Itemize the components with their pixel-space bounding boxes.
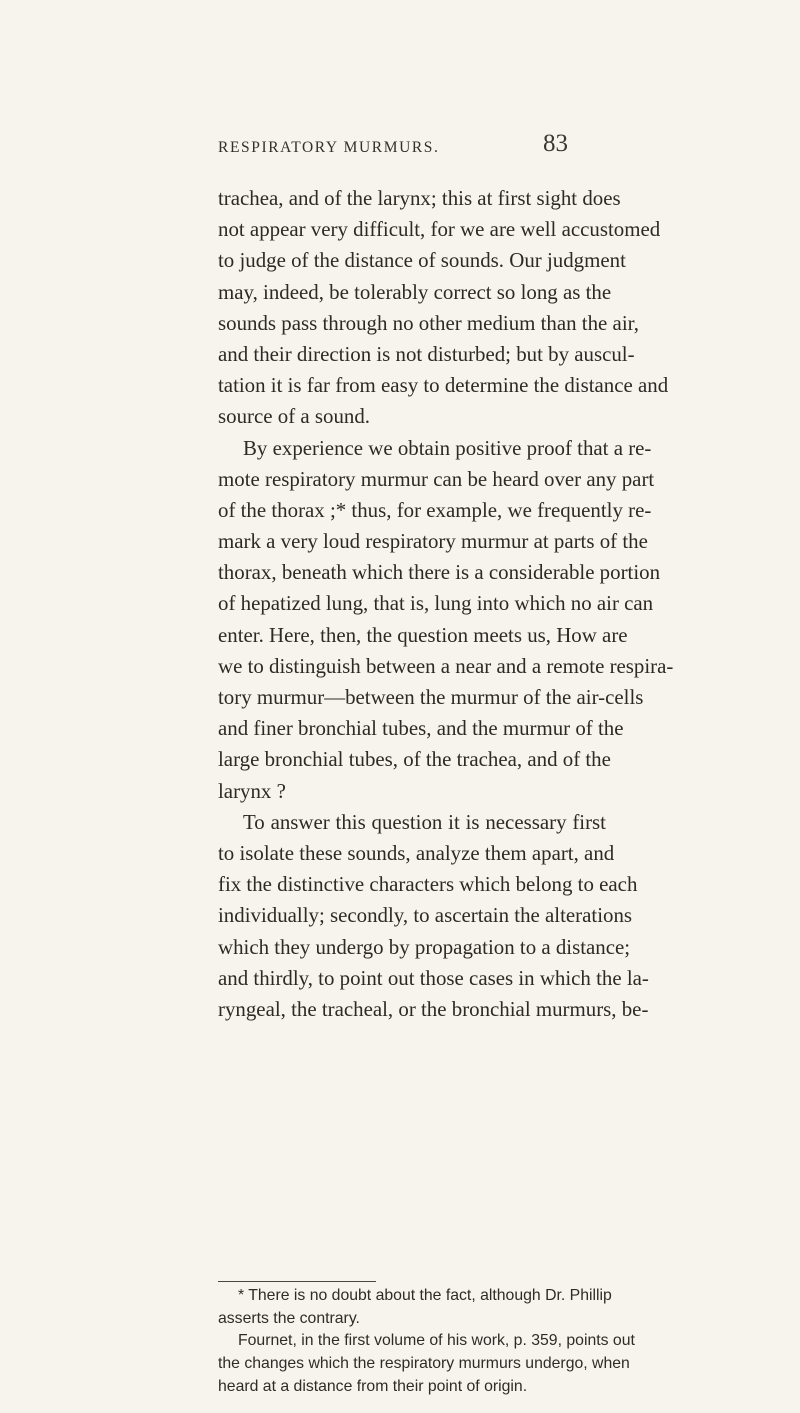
footnote-divider bbox=[218, 1281, 376, 1282]
footnote-2 bbox=[218, 1330, 635, 1398]
text-line: large bronchial tubes, of the trachea, and of the bbox=[218, 747, 611, 772]
text-line: trachea, and of the larynx; this at first sight does bbox=[218, 186, 621, 210]
text-line: By experience we obtain positive proof that a re- bbox=[243, 435, 652, 460]
text-line: ryngeal, the tracheal, or the bronchial murmurs, be- bbox=[218, 996, 649, 1021]
text-line: sounds pass through no other medium than the air, bbox=[218, 310, 639, 335]
footnote-line: asserts the contrary. bbox=[218, 1309, 360, 1327]
footnote-line: heard at a distance from their point of origin. bbox=[218, 1377, 528, 1395]
text-line: larynx ? bbox=[218, 778, 286, 803]
running-head bbox=[0, 124, 800, 164]
text-line: source of a sound. bbox=[218, 404, 370, 429]
text-line: enter. Here, then, the question meets us, How are bbox=[218, 622, 628, 647]
paragraph-3 bbox=[218, 807, 649, 1025]
footnote-1 bbox=[218, 1285, 612, 1330]
text-line: mote respiratory murmur can be heard over any part bbox=[218, 466, 655, 491]
text-line: to judge of the distance of sounds. Our judgment bbox=[218, 248, 626, 273]
text-line: tory murmur—between the murmur of the air-cells bbox=[218, 685, 644, 709]
paragraph-1 bbox=[218, 183, 669, 433]
footnote-line: the changes which the respiratory murmurs undergo, when bbox=[218, 1355, 630, 1373]
text-line: individually; secondly, to ascertain the alterations bbox=[218, 903, 633, 928]
paragraph-2 bbox=[218, 433, 674, 807]
running-title: RESPIRATORY MURMURS. bbox=[218, 139, 440, 156]
page-number: 83 bbox=[543, 130, 568, 157]
text-line: fix the distinctive characters which belong to each bbox=[218, 872, 638, 897]
text-line: and finer bronchial tubes, and the murmur of the bbox=[218, 716, 624, 741]
footnotes bbox=[218, 1285, 635, 1399]
text-line: and thirdly, to point out those cases in which the la- bbox=[218, 965, 649, 990]
footnote-line: * There is no doubt about the fact, although Dr. Phillip bbox=[238, 1287, 612, 1304]
text-line: to isolate these sounds, analyze them apart, and bbox=[218, 840, 615, 865]
text-line: of hepatized lung, that is, lung into which no air can bbox=[218, 591, 654, 616]
text-line: which they undergo by propagation to a distance; bbox=[218, 934, 631, 959]
text-line: and their direction is not disturbed; but by auscul- bbox=[218, 341, 635, 366]
text-line: may, indeed, be tolerably correct so long as the bbox=[218, 279, 612, 304]
text-line: To answer this question it is necessary first bbox=[243, 809, 606, 834]
body-text bbox=[218, 183, 674, 1025]
footnote-line: Fournet, in the first volume of his work, p. 359, points out bbox=[238, 1332, 635, 1350]
text-line: we to distinguish between a near and a remote respira- bbox=[218, 653, 674, 678]
text-line: thorax, beneath which there is a considerable portion bbox=[218, 560, 661, 585]
text-line: mark a very loud respiratory murmur at parts of the bbox=[218, 529, 648, 554]
text-line: tation it is far from easy to determine the distance and bbox=[218, 373, 669, 398]
text-line: not appear very difficult, for we are well accustomed bbox=[218, 217, 661, 242]
text-line: of the thorax ;* thus, for example, we frequently re- bbox=[218, 497, 652, 522]
